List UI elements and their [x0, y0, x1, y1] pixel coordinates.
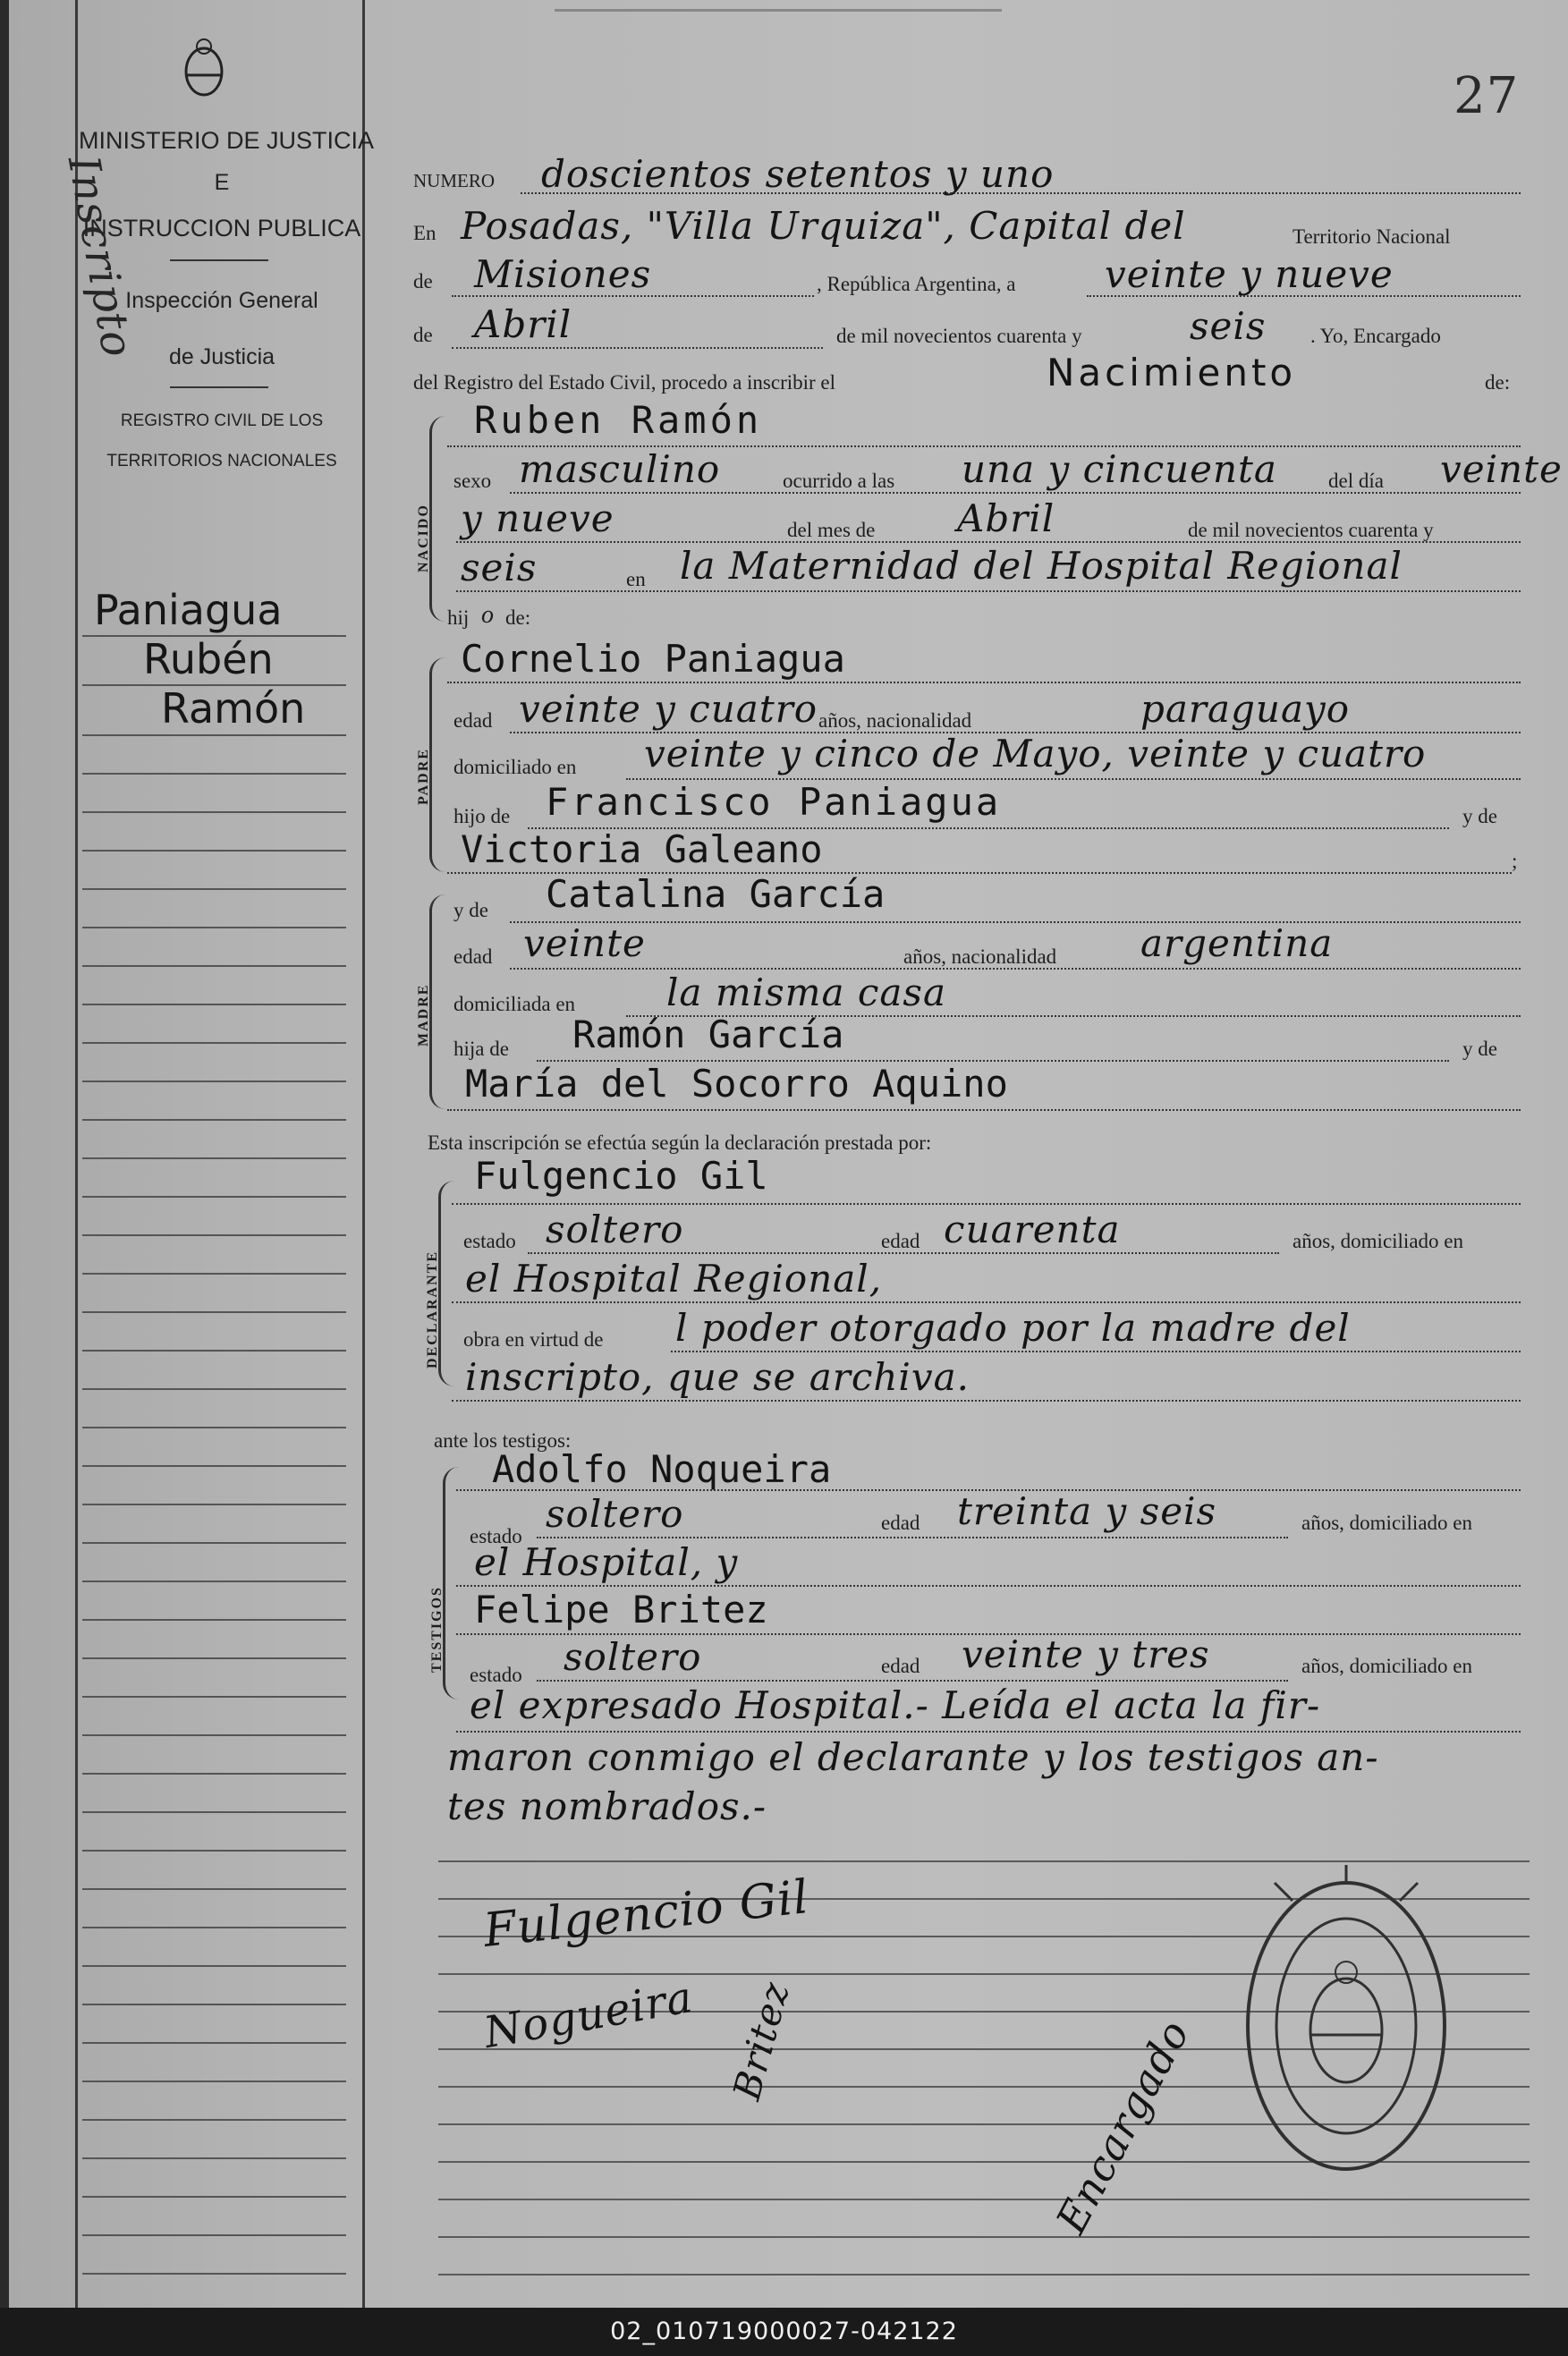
testigo2-estado-label: estado	[470, 1664, 522, 1686]
hijo-value: o	[481, 601, 494, 629]
margin-rule	[82, 1580, 346, 1582]
signature-testigo1: Nogueira	[479, 1971, 697, 2059]
margin-rule	[82, 2003, 346, 2005]
child-name: Ruben Ramón	[474, 398, 763, 442]
document-page	[9, 0, 1568, 2308]
margin-rule	[82, 810, 346, 813]
margin-rule	[82, 1695, 346, 1698]
lower-rule	[438, 1825, 1530, 1862]
closing-line1: el expresado Hospital.- Leída el acta la fir-	[470, 1683, 1321, 1727]
testigos-label: ante los testigos:	[434, 1429, 572, 1452]
margin-rule	[82, 849, 346, 852]
registry-line1: REGISTRO CIVIL DE LOS	[120, 411, 324, 430]
madre-madre-dots	[447, 1109, 1521, 1111]
lower-rule	[438, 2200, 1530, 2238]
lugar-value: la Maternidad del Hospital Regional	[680, 544, 1403, 588]
registro-end: de:	[1485, 371, 1511, 394]
margin-rule	[82, 2157, 346, 2159]
estado-label: estado	[463, 1230, 516, 1252]
madre-edad-dots	[510, 968, 1521, 970]
margin-rule	[82, 1887, 346, 1890]
margin-rule	[82, 1464, 346, 1467]
en-value: Posadas, "Villa Urquiza", Capital del	[461, 204, 1186, 248]
declarante-dom: el Hospital Regional,	[465, 1257, 883, 1301]
margin-rule	[82, 1426, 346, 1428]
en-label: En	[413, 222, 436, 244]
margin-rule	[82, 1349, 346, 1352]
declarante-brace	[438, 1181, 457, 1386]
nacido-side-label: NACIDO	[416, 504, 431, 572]
madre-nac: argentina	[1140, 921, 1334, 965]
madre-edad-label: edad	[453, 945, 493, 968]
declarante-estado: soltero	[546, 1208, 684, 1251]
margin-rule	[82, 1964, 346, 1967]
declarante-name-dots	[452, 1203, 1521, 1205]
ministry-line1: MINISTERIO DE JUSTICIA	[79, 127, 375, 154]
padre-name-dots	[447, 682, 1521, 683]
testigo1-dom: el Hospital, y	[474, 1540, 739, 1584]
encargado-label: . Yo, Encargado	[1310, 325, 1441, 347]
year-value: seis	[1190, 304, 1267, 348]
hijo-de-label: hijo de	[453, 805, 511, 827]
page-number: 27	[1454, 67, 1520, 125]
madre-madre: María del Socorro Aquino	[465, 1062, 1008, 1106]
madre-anos-label: años, nacionalidad	[903, 945, 1057, 968]
ocurrido-label: ocurrido a las	[783, 470, 895, 492]
footer-code: 02_010719000027-042122	[0, 2308, 1568, 2356]
padre-name: Cornelio Paniagua	[461, 637, 845, 681]
madre-brace	[429, 894, 448, 1109]
signature-encargado: Encargado	[1047, 2012, 1199, 2242]
testigo1-estado-label: estado	[470, 1525, 522, 1547]
margin-scrawl: Inscripto	[57, 152, 143, 361]
year-label: de mil novecientos cuarenta y	[836, 325, 1082, 347]
edad2-label: edad	[881, 1230, 920, 1252]
margin-rule	[82, 2041, 346, 2044]
testigo2-dom-label: años, domiciliado en	[1301, 1655, 1472, 1677]
mes-value: Abril	[957, 496, 1055, 540]
en2-label: en	[626, 568, 646, 590]
obra-dots	[671, 1351, 1521, 1352]
margin-rule	[82, 1272, 346, 1275]
lower-rule	[438, 2238, 1530, 2275]
testigo1-name: Adolfo Noqueira	[492, 1447, 832, 1491]
margin-rule	[82, 1118, 346, 1121]
padre-padre: Francisco Paniagua	[546, 780, 1002, 824]
mes-dots	[456, 541, 1521, 543]
margin-rule	[82, 926, 346, 928]
testigos-side-label: TESTIGOS	[429, 1586, 445, 1673]
margin-rule	[82, 2080, 346, 2082]
padre-madre-end: ;	[1512, 850, 1518, 872]
padre-brace	[429, 657, 448, 872]
padre-madre: Victoria Galeano	[461, 827, 823, 871]
hora-value: una y cincuenta	[962, 447, 1277, 491]
obra2-dots	[452, 1400, 1521, 1402]
domiciliado-label: domiciliado en	[453, 756, 577, 778]
signature-declarante: Fulgencio Gil	[480, 1870, 812, 1958]
margin-rule	[82, 1387, 346, 1390]
margin-rule	[82, 2118, 346, 2121]
obra-value2: inscripto, que se archiva.	[465, 1355, 970, 1399]
coat-of-arms-icon	[181, 36, 227, 98]
hijo-label: hij	[447, 606, 470, 629]
madre-edad: veinte	[523, 921, 646, 965]
domiciliado-en-label: años, domiciliado en	[1293, 1230, 1463, 1252]
mes-label: del mes de	[787, 519, 876, 541]
margin-rule	[82, 2195, 346, 2198]
sexo-dots	[510, 492, 1521, 494]
del-dia-label: del día	[1328, 470, 1384, 492]
month-dots	[452, 347, 823, 349]
margin-rule	[82, 1310, 346, 1313]
testigo2-estado-dots	[537, 1680, 1288, 1682]
ydemadre-label: y de	[453, 899, 488, 921]
testigo2-estado: soltero	[564, 1635, 702, 1679]
testigo1-dom-dots	[456, 1585, 1521, 1587]
margin-rule	[82, 1772, 346, 1775]
registro-value: Nacimiento	[1047, 351, 1297, 394]
nacido-brace	[429, 416, 448, 622]
lugar-dots	[456, 590, 1521, 592]
testigo1-edad: treinta y seis	[957, 1489, 1217, 1533]
territorio-label: Territorio Nacional	[1293, 225, 1451, 248]
top-edge-scribble	[555, 0, 1002, 12]
ministry-line2: E	[214, 170, 230, 195]
testigo2-edad: veinte y tres	[962, 1632, 1210, 1676]
closing-line3: tes nombrados.-	[447, 1784, 767, 1828]
margin-name-line3: Ramón	[161, 684, 306, 733]
margin-rule	[82, 1041, 346, 1044]
margin-name-line2: Rubén	[143, 635, 274, 683]
padre-dom: veinte y cinco de Mayo, veinte y cuatro	[644, 732, 1427, 775]
margin-name-line1: Paniagua	[94, 586, 283, 634]
inscripcion-label: Esta inscripción se efectúa según la declaración prestada por:	[428, 1131, 932, 1154]
de-dots	[452, 295, 814, 297]
declarante-dom-dots	[452, 1301, 1521, 1303]
hija-de-label: hija de	[453, 1038, 509, 1060]
testigo1-dom-label: años, domiciliado en	[1301, 1512, 1472, 1534]
madre-name-dots	[510, 921, 1521, 923]
closing-line2: maron conmigo el declarante y los testigos an-	[447, 1735, 1379, 1779]
numero-label: NUMERO	[413, 170, 496, 191]
madre-y-de-label: y de	[1462, 1038, 1497, 1060]
numero-value: doscientos setentos y uno	[541, 152, 1055, 196]
declarante-name: Fulgencio Gil	[474, 1154, 768, 1198]
de2-label: de	[413, 324, 433, 346]
left-border-rule	[75, 0, 78, 2308]
numero-dots	[521, 192, 1521, 194]
testigo1-estado-dots	[537, 1537, 1288, 1538]
day-value: veinte y nueve	[1105, 252, 1394, 296]
de-value: Misiones	[474, 252, 652, 296]
closing1-dots	[456, 1731, 1521, 1733]
margin-name-underline2	[82, 684, 346, 686]
registry-line2: TERRITORIOS NACIONALES	[106, 452, 337, 470]
signature-testigo2: Britez	[725, 1977, 799, 2105]
sexo-value: masculino	[519, 447, 721, 491]
madre-dom: la misma casa	[666, 970, 947, 1014]
testigo1-estado: soltero	[546, 1492, 684, 1536]
margin-rule	[82, 1233, 346, 1236]
declarante-edad: cuarenta	[944, 1208, 1121, 1251]
day-dots	[1087, 295, 1521, 297]
margin-rule	[82, 1195, 346, 1198]
obra-value: l poder otorgado por la madre del	[675, 1306, 1351, 1350]
obra-label: obra en virtud de	[463, 1328, 604, 1351]
testigos-brace	[443, 1467, 462, 1699]
margin-rule	[82, 964, 346, 967]
de-label: de	[413, 270, 433, 292]
dia-value: veinte	[1440, 447, 1563, 491]
inspection-line1: Inspección General	[125, 288, 318, 313]
year2-label: de mil novecientos cuarenta y	[1188, 519, 1434, 541]
margin-rule	[82, 1618, 346, 1621]
testigo2-edad-label: edad	[881, 1655, 920, 1677]
inspection-line2: de Justicia	[168, 344, 275, 369]
header-divider	[170, 259, 268, 261]
padre-side-label: PADRE	[416, 748, 431, 805]
month-value: Abril	[474, 302, 572, 346]
year2-value: seis	[461, 546, 538, 589]
margin-rule	[82, 2233, 346, 2236]
hijo-end: de:	[505, 606, 531, 629]
registro-label: del Registro del Estado Civil, procedo a inscribir el	[413, 371, 836, 394]
margin-name-underline1	[82, 635, 346, 637]
margin-rule	[82, 1503, 346, 1505]
republica-label: , República Argentina, a	[817, 273, 1016, 295]
margin-rule	[82, 887, 346, 890]
margin-rule	[82, 1926, 346, 1928]
padre-edad: veinte y cuatro	[519, 687, 818, 731]
madre-padre: Ramón García	[572, 1013, 844, 1056]
padre-nac: paraguayo	[1140, 687, 1351, 731]
padre-anos-label: años, nacionalidad	[818, 709, 972, 732]
dia-value2: y nueve	[461, 496, 614, 540]
margin-rule	[82, 772, 346, 775]
margin-rule	[82, 1157, 346, 1159]
margin-rule	[82, 1733, 346, 1736]
margin-rule	[82, 1003, 346, 1005]
testigo2-name: Felipe Britez	[474, 1588, 768, 1631]
margin-rule	[82, 1810, 346, 1813]
ministry-line3: INSTRUCCION PUBLICA	[82, 215, 361, 242]
margin-rule	[82, 1657, 346, 1659]
margin-rule	[82, 733, 346, 736]
madre-side-label: MADRE	[416, 983, 431, 1047]
estado-dots	[528, 1252, 1279, 1254]
sexo-label: sexo	[453, 470, 492, 492]
domiciliada-label: domiciliada en	[453, 993, 576, 1015]
left-margin-rules	[82, 733, 346, 2349]
margin-rule	[82, 1080, 346, 1082]
testigo1-edad-label: edad	[881, 1512, 920, 1534]
declarante-side-label: DECLARANTE	[425, 1250, 440, 1369]
margin-rule	[82, 2272, 346, 2275]
margin-rule	[82, 1541, 346, 1544]
header-divider-2	[170, 386, 268, 388]
padre-edad-label: edad	[453, 709, 493, 732]
madre-name: Catalina García	[546, 872, 886, 916]
padre-y-de-label: y de	[1462, 805, 1497, 827]
official-seal-icon	[1239, 1865, 1454, 2187]
margin-rule	[82, 1849, 346, 1852]
